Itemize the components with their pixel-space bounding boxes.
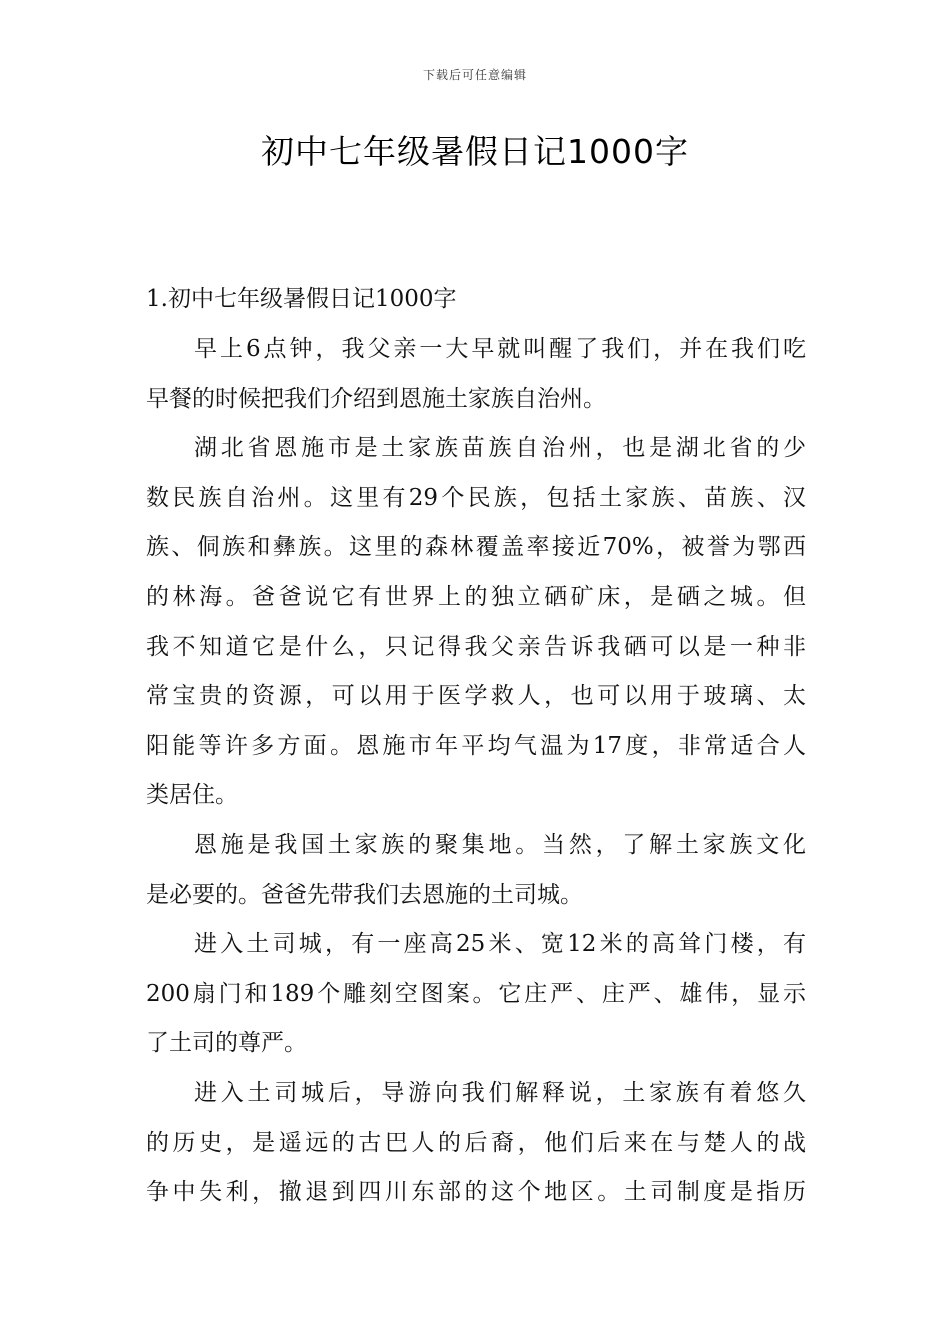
paragraph-5-line-1: 进入土司城后，导游向我们解释说，土家族有着悠久 bbox=[194, 1079, 806, 1106]
paragraph-2-line-1: 湖北省恩施市是土家族苗族自治州，也是湖北省的少 bbox=[194, 435, 806, 462]
paragraph-2-line-8: 类居住。 bbox=[146, 782, 238, 809]
paragraph-2-line-4: 的林海。爸爸说它有世界上的独立硒矿床，是硒之城。但 bbox=[146, 583, 806, 610]
paragraph-5-line-3: 争中失利，撤退到四川东部的这个地区。土司制度是指历 bbox=[146, 1179, 806, 1206]
paragraph-4-line-3: 了土司的尊严。 bbox=[146, 1030, 307, 1057]
section-heading: 1.初中七年级暑假日记1000字 bbox=[146, 286, 457, 312]
paragraph-5-line-2: 的历史，是遥远的古巴人的后裔，他们后来在与楚人的战 bbox=[146, 1129, 806, 1156]
paragraph-3-line-1: 恩施是我国土家族的聚集地。当然，了解土家族文化 bbox=[194, 831, 806, 858]
paragraph-2-line-3: 族、侗族和彝族。这里的森林覆盖率接近70%，被誉为鄂西 bbox=[146, 534, 806, 561]
paragraph-2-line-2: 数民族自治州。这里有29个民族，包括土家族、苗族、汉 bbox=[146, 484, 806, 511]
paragraph-1-line-1: 早上6点钟，我父亲一大早就叫醒了我们，并在我们吃 bbox=[194, 336, 806, 362]
paragraph-4-line-1: 进入土司城，有一座高25米、宽12米的高耸门楼，有 bbox=[194, 931, 806, 958]
paragraph-3-line-2: 是必要的。爸爸先带我们去恩施的土司城。 bbox=[146, 881, 583, 908]
paragraph-1-line-2: 早餐的时候把我们介绍到恩施土家族自治州。 bbox=[146, 385, 606, 412]
document-body bbox=[146, 280, 806, 1218]
document-title: 初中七年级暑假日记1000字 bbox=[261, 132, 689, 171]
paragraph-2-line-6: 常宝贵的资源，可以用于医学救人，也可以用于玻璃、太 bbox=[146, 683, 806, 710]
header-note: 下载后可任意编辑 bbox=[422, 68, 527, 82]
paragraph-4-line-2: 200扇门和189个雕刻空图案。它庄严、庄严、雄伟，显示 bbox=[146, 980, 806, 1007]
paragraph-2-line-7: 阳能等许多方面。恩施市年平均气温为17度，非常适合人 bbox=[146, 732, 806, 759]
paragraph-2-line-5: 我不知道它是什么，只记得我父亲告诉我硒可以是一种非 bbox=[146, 633, 806, 660]
